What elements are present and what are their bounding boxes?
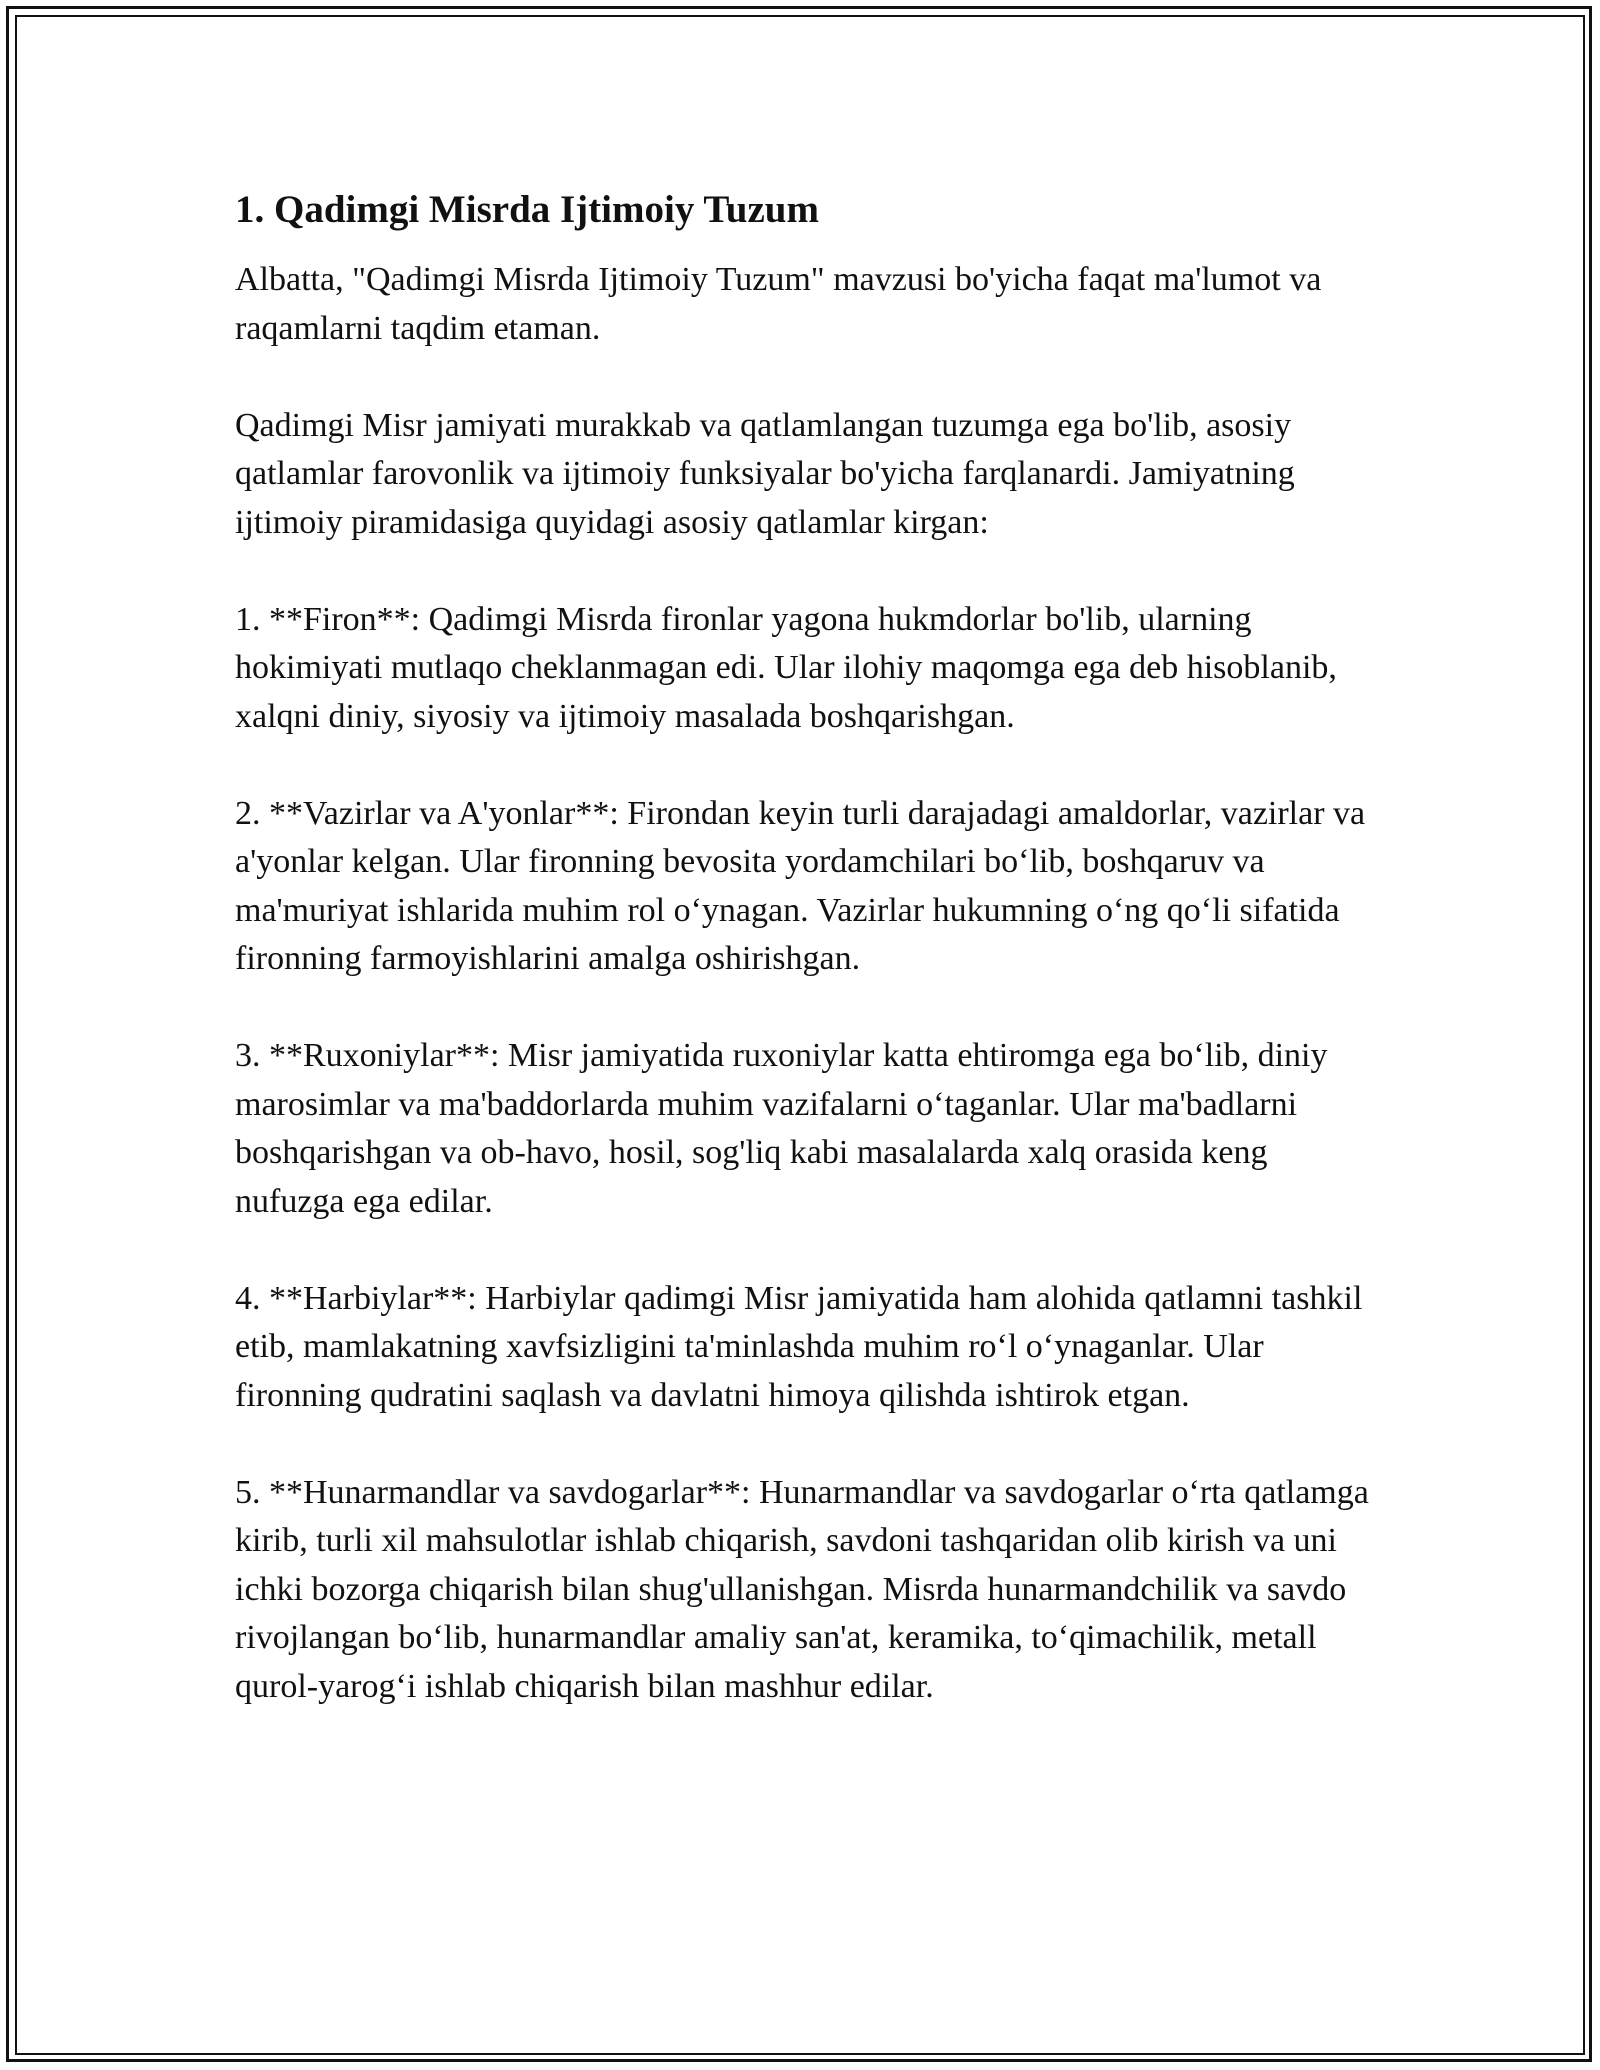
document-body — [235, 186, 1375, 1760]
paragraph-ruxoniylar: 3. **Ruxoniylar**: Misr jamiyatida ruxoniylar katta ehtiromga ega bo‘lib, diniy marosimlar va ma'baddorlarda muhim vazifalarni o‘taganlar. Ular ma'badlarni boshqarishgan va ob-havo, hosil, sog'liq kabi masalalarda xalq orasida keng nufuzga ega edilar. — [235, 1037, 1328, 1220]
paragraph-firon: 1. **Firon**: Qadimgi Misrda fironlar yagona hukmdorlar bo'lib, ularning hokimiyati mutlaqo cheklanmagan edi. Ular ilohiy maqomga ega deb hisoblanib, xalqni diniy, siyosiy va ijtimoiy masalada boshqarishgan. — [235, 600, 1337, 735]
page-title: 1. Qadimgi Misrda Ijtimoiy Tuzum — [235, 188, 819, 231]
paragraph-overview: Qadimgi Misr jamiyati murakkab va qatlamlangan tuzumga ega bo'lib, asosiy qatlamlar farovonlik va ijtimoiy funksiyalar bo'yicha farqlanardi. Jamiyatning ijtimoiy piramidasiga quyidagi asosiy qatlamlar kirgan: — [235, 406, 1295, 541]
paragraph-vazirlar: 2. **Vazirlar va A'yonlar**: Firondan keyin turli darajadagi amaldorlar, vazirlar va a'yonlar kelgan. Ular fironning bevosita yordamchilari bo‘lib, boshqaruv va ma'muriyat ishlarida muhim rol o‘ynagan. Vazirlar hukumning o‘ng qo‘li sifatida fironning farmoyishlarini amalga oshirishgan. — [235, 794, 1366, 977]
paragraph-intro: Albatta, "Qadimgi Misrda Ijtimoiy Tuzum" mavzusi bo'yicha faqat ma'lumot va raqamlarni taqdim etaman. — [235, 261, 1322, 347]
paragraph-harbiylar: 4. **Harbiylar**: Harbiylar qadimgi Misr jamiyatida ham alohida qatlamni tashkil etib, mamlakatning xavfsizligini ta'minlashda muhim ro‘l o‘ynaganlar. Ular fironning qudratini saqlash va davlatni himoya qilishda ishtirok etgan. — [235, 1279, 1363, 1414]
paragraph-hunarmandlar: 5. **Hunarmandlar va savdogarlar**: Hunarmandlar va savdogarlar o‘rta qatlamga kirib, turli xil mahsulotlar ishlab chiqarish, savdoni tashqaridan olib kirish va uni ichki bozorga chiqarish bilan shug'ullanishgan. Misrda hunarmandchilik va savdo rivojlangan bo‘lib, hunarmandlar amaliy san'at, keramika, to‘qimachilik, metall qurol-yarog‘i ishlab chiqarish bilan mashhur edilar. — [235, 1473, 1369, 1705]
